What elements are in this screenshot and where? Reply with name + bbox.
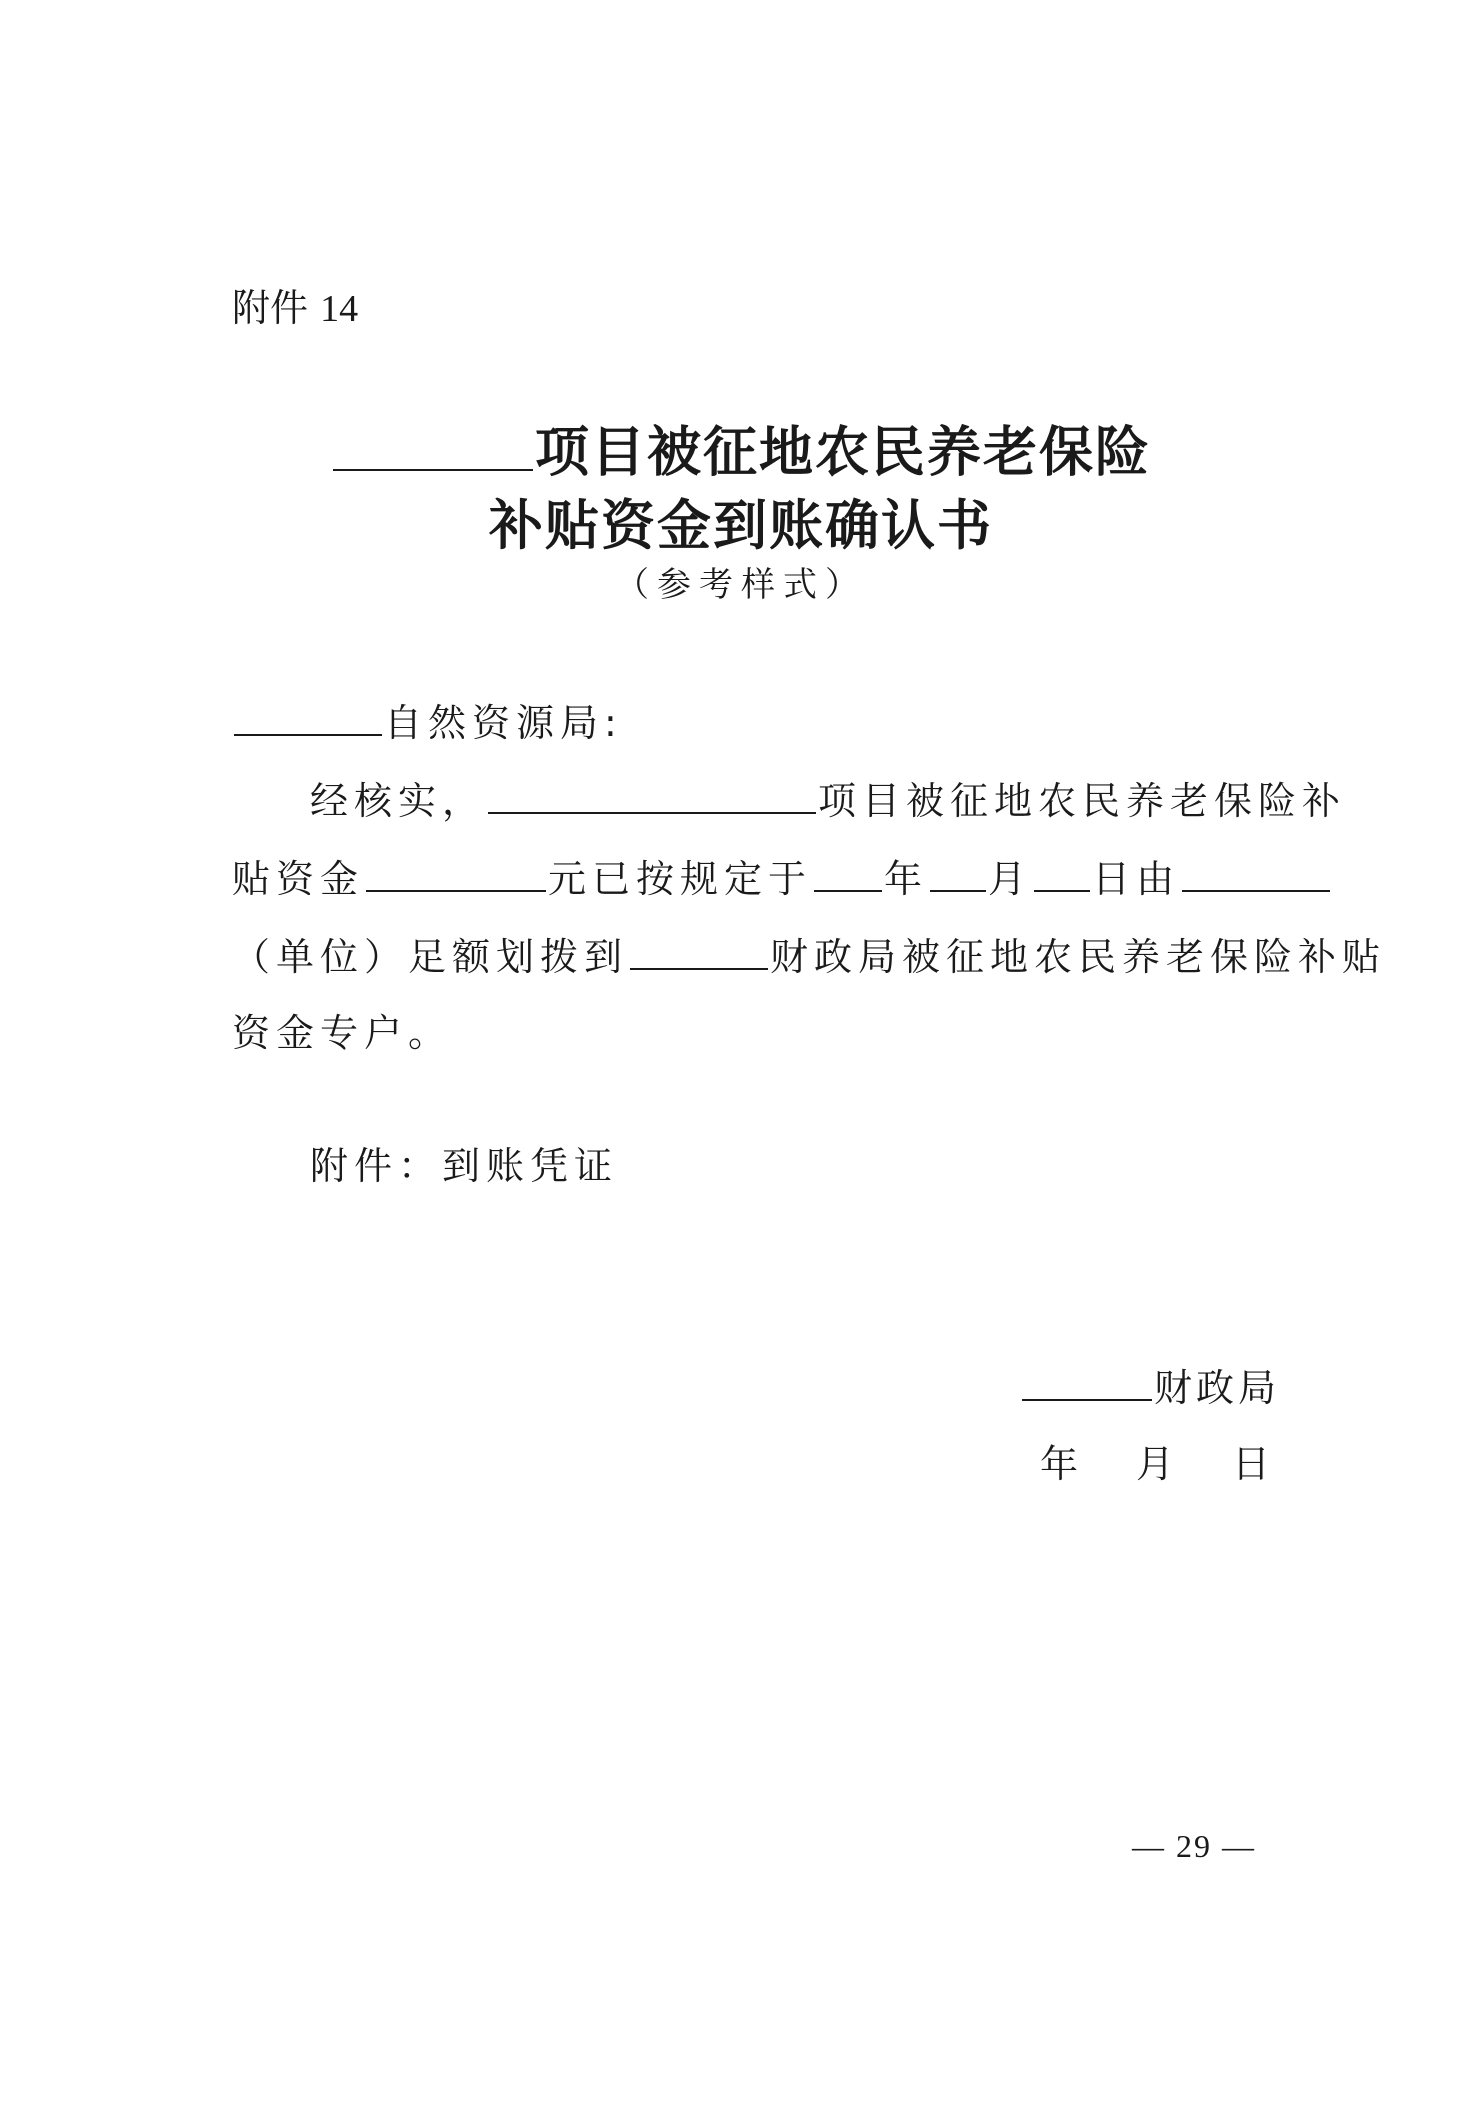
p2-b: 元已按规定于 [548,857,813,901]
addressee-line [232,699,1272,747]
amount-blank [366,856,546,892]
signature-day: 日 [1231,1442,1270,1486]
paragraph-line-4: 资金专户。 [232,1011,453,1055]
signature-date [1040,1440,1270,1488]
paragraph-line-1 [310,777,1350,825]
paragraph-line-2 [232,855,1272,903]
payer-blank [1182,856,1330,892]
project-name-blank [333,420,533,471]
title-line-2: 补贴资金到账确认书 [489,494,993,557]
attachment-note: 附件：到账凭证 [310,1144,619,1188]
day-blank [1034,856,1090,892]
finance-bureau-blank [630,934,768,970]
p3-a: （单位）足额划拨到 [232,935,629,979]
paragraph-line-3 [232,933,1387,981]
subtitle: （参考样式） [615,565,867,605]
signature-year: 年 [1040,1442,1079,1486]
attachment-label [232,284,358,333]
p1-after-blank: 项目被征地农民养老保险补 [818,779,1347,823]
p1-start: 经核实， [310,779,487,823]
p2-month: 月 [988,857,1033,901]
signature-blank [1022,1365,1152,1401]
signature-department [1020,1364,1280,1412]
signature-department-text: 财政局 [1154,1366,1281,1410]
signature-month: 月 [1135,1442,1174,1486]
year-blank [814,856,882,892]
p2-a: 贴资金 [232,857,365,901]
month-blank [930,856,986,892]
project-blank [488,778,816,814]
attachment-number: 14 [320,288,359,330]
p2-year: 年 [884,857,929,901]
page-number: — 29 — [1132,1828,1256,1864]
addressee-blank [234,700,382,736]
title-line-1 [0,420,1482,485]
attachment-label-text: 附件 [232,286,309,330]
p2-day: 日由 [1092,857,1181,901]
addressee-suffix: 自然资源局: [384,701,623,745]
p3-b: 财政局被征地农民养老保险补贴 [770,935,1387,979]
title-line-1-text: 项目被征地农民养老保险 [535,420,1151,484]
